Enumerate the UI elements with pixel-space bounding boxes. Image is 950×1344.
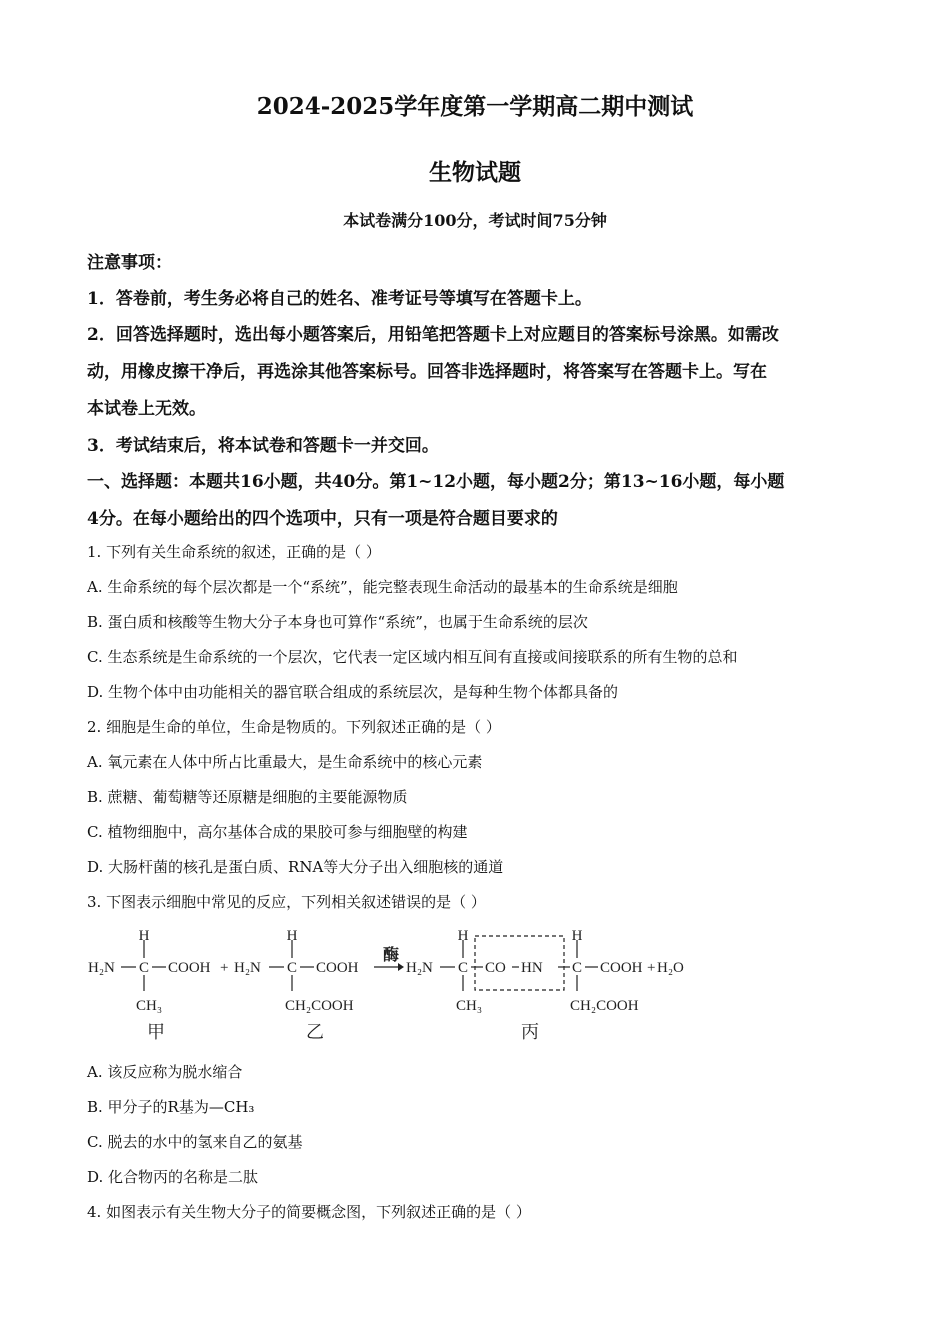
notes-heading: 注意事项：	[87, 253, 172, 273]
question-2-option-d: D. 大肠杆菌的核孔是蛋白质、RNA等大分子出入细胞核的通道	[87, 858, 504, 876]
jia-amino: H₂N	[88, 960, 115, 976]
enzyme-label: 酶	[383, 947, 400, 964]
jia-carbon: C	[138, 960, 150, 976]
question-2-option-a: A. 氧元素在人体中所占比重最大，是生命系统中的核心元素	[87, 753, 483, 771]
question-3-option-d: D. 化合物丙的名称是二肽	[87, 1168, 259, 1186]
section-heading-line-2: 4分。在每小题给出的四个选项中，只有一项是符合题目要求的	[87, 509, 558, 529]
question-2-stem: 2. 细胞是生命的单位，生命是物质的。下列叙述正确的是（ ）	[87, 718, 501, 736]
yi-h-top: H	[286, 928, 298, 944]
section-heading-line-1: 一、选择题：本题共16小题，共40分。第1~12小题，每小题2分；第13~16小题，每小题	[87, 472, 785, 492]
question-4-stem: 4. 如图表示有关生物大分子的简要概念图，下列叙述正确的是（ ）	[87, 1203, 531, 1221]
notes-line-3: 动，用橡皮擦干净后，再选涂其他答案标号。回答非选择题时，将答案写在答题卡上。写在	[87, 362, 767, 382]
exam-info: 本试卷满分100分，考试时间75分钟	[343, 211, 607, 230]
question-1-option-d: D. 生物个体中由功能相关的器官联合组成的系统层次，是每种生物个体都具备的	[87, 683, 619, 701]
bing-carbon-1: C	[457, 960, 469, 976]
notes-line-4: 本试卷上无效。	[87, 399, 206, 419]
question-2-option-b: B. 蔗糖、葡萄糖等还原糖是细胞的主要能源物质	[87, 788, 408, 806]
question-1-option-c: C. 生态系统是生命系统的一个层次，它代表一定区域内相互间有直接或间接联系的所有生物的总和	[87, 648, 738, 666]
jia-h-top: H	[138, 928, 150, 944]
label-jia: 甲	[147, 1022, 165, 1043]
question-3-stem: 3. 下图表示细胞中常见的反应，下列相关叙述错误的是（ ）	[87, 893, 486, 911]
bing-h-top-1: H	[457, 928, 469, 944]
label-yi: 乙	[306, 1022, 324, 1043]
question-1-stem: 1. 下列有关生命系统的叙述，正确的是（ ）	[87, 543, 381, 561]
question-2-option-c: C. 植物细胞中，高尔基体合成的果胶可参与细胞壁的构建	[87, 823, 468, 841]
jia-carboxyl: COOH	[168, 960, 211, 976]
bing-r-group-1: CH₃	[456, 998, 483, 1014]
question-3-option-a: A. 该反应称为脱水缩合	[87, 1063, 243, 1081]
bing-carboxyl: COOH	[600, 960, 643, 976]
notes-line-1: 1．答卷前，考生务必将自己的姓名、准考证号等填写在答题卡上。	[87, 289, 592, 309]
exam-subtitle: 生物试题	[429, 159, 521, 186]
plus-sign: +	[220, 960, 229, 976]
bing-carbon-2: C	[571, 960, 583, 976]
notes-line-2: 2．回答选择题时，选出每小题答案后，用铅笔把答题卡上对应题目的答案标号涂黑。如需改	[87, 325, 779, 345]
plus-water: +	[647, 960, 656, 976]
question-3-option-c: C. 脱去的水中的氢来自乙的氨基	[87, 1133, 303, 1151]
dipeptide-reaction-diagram	[86, 924, 706, 1050]
peptide-co: CO	[485, 960, 506, 976]
peptide-hn: HN	[521, 960, 543, 976]
bing-r-group-2: CH₂COOH	[570, 998, 639, 1014]
bing-amino: H₂N	[406, 960, 433, 976]
yi-carbon: C	[286, 960, 298, 976]
yi-carboxyl: COOH	[316, 960, 359, 976]
question-3-option-b: B. 甲分子的R基为—CH₃	[87, 1098, 255, 1116]
bing-h-top-2: H	[571, 928, 583, 944]
question-1-option-a: A. 生命系统的每个层次都是一个“系统”，能完整表现生命活动的最基本的生命系统是细胞	[87, 578, 678, 596]
exam-title: 2024-2025学年度第一学期高二期中测试	[256, 93, 694, 120]
jia-r-group: CH₃	[136, 998, 163, 1014]
water: H₂O	[657, 960, 684, 976]
notes-line-5: 3．考试结束后，将本试卷和答题卡一并交回。	[87, 436, 439, 456]
yi-amino: H₂N	[234, 960, 261, 976]
yi-r-group: CH₂COOH	[285, 998, 354, 1014]
label-bing: 丙	[521, 1022, 539, 1043]
question-1-option-b: B. 蛋白质和核酸等生物大分子本身也可算作“系统”，也属于生命系统的层次	[87, 613, 588, 631]
